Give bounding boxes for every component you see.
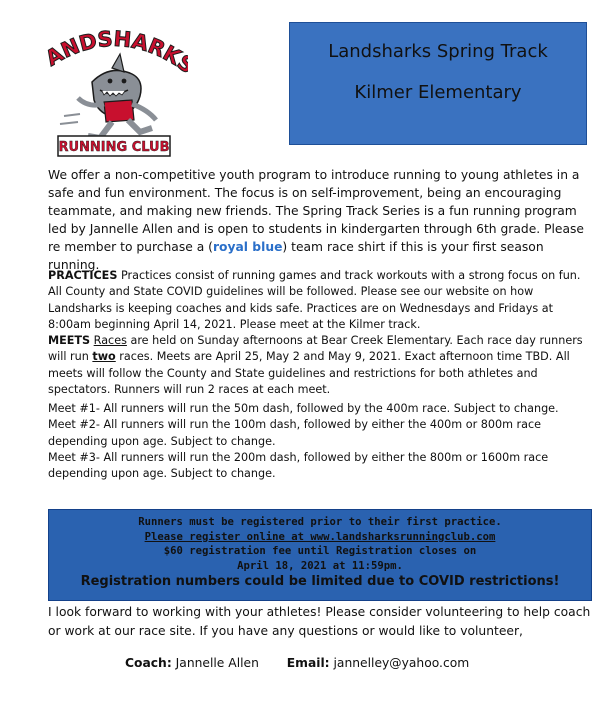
- landsharks-logo: [40, 24, 188, 160]
- registration-fee: $60 registration fee until Registration closes on: [163, 545, 477, 557]
- school-name: Kilmer Elementary: [354, 82, 522, 103]
- shark-runner-icon: [60, 54, 156, 138]
- meets-text-b: races. Meets are April 25, May 2 and May 9, 2021. Exact afternoon time TBD. All meets will follow the County and State guidelines and restrictions for both athletes and spectators. Runners will run 2 races at each meet.: [48, 350, 570, 396]
- meet-item-1: Meet #1- All runners will run the 50m dash, followed by the 400m race. Subject to change.: [48, 402, 559, 415]
- meets-text-a: are held on Sunday afternoons at Bear Creek Elementary. Each race day runners will run: [48, 334, 583, 364]
- practices-section: [48, 268, 596, 333]
- meet-item-2: Meet #2- All runners will run the 100m dash, followed by either the 400m or 800m race depending upon age. Subject to change.: [48, 418, 542, 448]
- email-address[interactable]: jannelley@yahoo.com: [333, 656, 470, 670]
- intro-text-end: ) team race shirt if this is your first season running.: [48, 240, 544, 272]
- meet-list: [48, 401, 596, 482]
- intro-paragraph: [48, 166, 596, 274]
- royal-blue-highlight: royal blue: [212, 240, 283, 254]
- races-word: Races: [93, 334, 127, 347]
- registration-line-1: Runners must be registered prior to their first practice.: [138, 516, 502, 528]
- registration-link[interactable]: Please register online at www.landsharksrunningclub.com: [144, 530, 496, 543]
- meets-label: MEETS: [48, 334, 91, 347]
- coach-name: Jannelle Allen: [175, 656, 259, 670]
- registration-box: [48, 509, 592, 601]
- program-title: Landsharks Spring Track: [328, 41, 548, 62]
- email-label: Email:: [286, 656, 330, 670]
- practices-text: Practices consist of running games and track workouts with a strong focus on fun. All County and State COVID guidelines will be followed. Please see our website on how Landsharks is keeping coaches and kids safe. Practices are on Wednesdays and Fridays at 8:00am beginning April 14, 2021. Please meet at the Kilmer track.: [48, 269, 581, 331]
- logo-bottom-text: RUNNING CLUB: [58, 140, 170, 155]
- contact-line: [125, 656, 469, 670]
- meet-item-3: Meet #3- All runners will run the 200m dash, followed by either the 800m or 1600m race depending upon age. Subject to change.: [48, 450, 549, 481]
- closing-paragraph: I look forward to working with your athletes! Please consider volunteering to help coach or work at our race site. If you have any questions or would like to volunteer,: [48, 605, 591, 638]
- coach-label: Coach:: [125, 656, 172, 670]
- practices-label: PRACTICES: [48, 269, 118, 282]
- registration-deadline: April 18, 2021 at 11:59pm.: [237, 559, 403, 572]
- registration-warning: Registration numbers could be limited due to COVID restrictions!: [80, 574, 560, 589]
- logo-top-text: ANDSHARK: [41, 26, 185, 71]
- two-word: two: [92, 350, 116, 364]
- logo-graphic: [40, 24, 188, 160]
- title-box: [289, 22, 587, 145]
- meets-section: [48, 333, 596, 398]
- intro-text: We offer a non-competitive youth program to introduce running to young athletes in a safe and fun environment. The focus is on self-improvement, being an encouraging teammate, and making new friends. The Spring Track Series is a fun running program led by Jannelle Allen and is open to students in kindergarten through 6th grade. Please re member to purchase a (: [48, 168, 584, 254]
